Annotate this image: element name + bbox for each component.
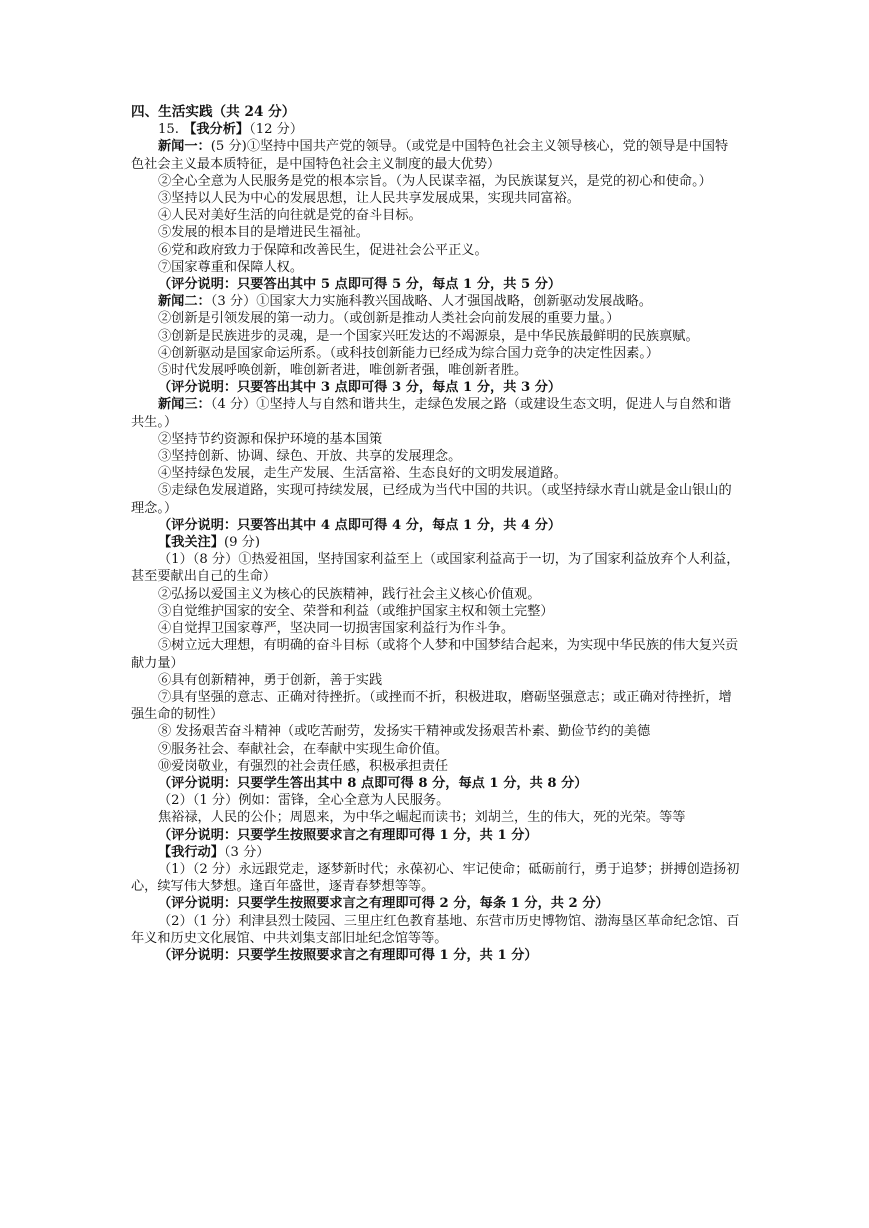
action-part1-scoring-note: （评分说明：只要学生按照要求言之有理即可得 2 分，每条 1 分，共 2 分） [158, 896, 609, 912]
concern-score: (9 分) [223, 535, 260, 551]
news3-score: （4 分） [210, 397, 257, 413]
news3-point-3: ③坚持创新、协调、绿色、开放、共享的发展理念。 [158, 449, 462, 465]
action-part1-label: （1）（2 分） [158, 861, 239, 877]
news3-point-2: ②坚持节约资源和保护环境的基本国策 [158, 431, 383, 447]
news1-point-3: ③坚持以人民为中心的发展思想，让人民共享发展成果，实现共同富裕。 [158, 191, 580, 207]
news1-scoring-note: （评分说明：只要答出其中 5 点即可得 5 分，每点 1 分，共 5 分） [158, 277, 562, 293]
news1-score: (5 分) [210, 139, 247, 155]
concern-part1-point-7: ⑦具有坚强的意志、正确对待挫折。（或挫而不折，积极进取，磨砺坚强意志；或正确对待挫折，增强生命的韧性） [131, 689, 732, 723]
analysis-score: （12 分） [249, 122, 304, 138]
concern-part2-scoring-note: （评分说明：只要学生按照要求言之有理即可得 1 分，共 1 分） [158, 827, 538, 843]
news3-scoring-note: （评分说明：只要答出其中 4 点即可得 4 分，每点 1 分，共 4 分） [158, 517, 562, 533]
concern-part1-scoring-note: （评分说明：只要学生答出其中 8 点即可得 8 分，每点 1 分，共 8 分） [158, 775, 588, 791]
news1-point-5: ⑤发展的根本目的是增进民生福祉。 [158, 225, 369, 241]
news2-label: 新闻二： [158, 294, 211, 310]
news2-point-5: ⑤时代发展呼唤创新，唯创新者进，唯创新者强，唯创新者胜。 [158, 363, 528, 379]
question-number: 15. [158, 122, 179, 138]
action-header [131, 844, 741, 861]
question-15-header [131, 121, 741, 138]
concern-heading: 【我关注】 [158, 535, 224, 551]
concern-part1-point-3: ③自觉维护国家的安全、荣誉和利益（或维护国家主权和领土完整） [158, 603, 554, 619]
action-part2-scoring-note: （评分说明：只要学生按照要求言之有理即可得 1 分，共 1 分） [158, 947, 538, 963]
news2-score: （3 分） [210, 294, 257, 310]
action-score: （3 分） [223, 844, 270, 860]
news3-point-1: 新闻三：（4 分）①坚持人与自然和谐共生，走绿色发展之路（或建设生态文明，促进人与自然和谐共生。） [131, 397, 732, 430]
news3-label: 新闻三： [158, 397, 211, 413]
concern-part2-line-2: 焦裕禄，人民的公仆；周恩来，为中华之崛起而读书；刘胡兰，生的伟大，死的光荣。等等 [158, 810, 686, 826]
action-part2-label: （2）（1 分） [158, 913, 239, 929]
action-heading: 【我行动】 [158, 844, 224, 860]
action-part2-text: （2）（1 分）利津县烈士陵园、三里庄红色教育基地、东营市历史博物馆、渤海垦区革命纪念馆、百年义和历史文化展馆、中共刘集支部旧址纪念馆等等。 [131, 913, 740, 946]
concern-part1-point-2: ②弘扬以爱国主义为核心的民族精神，践行社会主义核心价值观。 [158, 586, 541, 602]
concern-part1-label: （1）（8 分） [158, 552, 239, 568]
answer-key-document [131, 104, 741, 964]
news1-point-1: 新闻一：(5 分)①坚持中国共产党的领导。（或党是中国特色社会主义领导核心，党的领导是中国特色社会主义最本质特征，是中国特色社会主义制度的最大优势） [131, 139, 729, 172]
news2-point-3: ③创新是民族进步的灵魂，是一个国家兴旺发达的不竭源泉，是中华民族最鲜明的民族禀赋。 [158, 328, 699, 344]
concern-part1-point-9: ⑨服务社会、奉献社会，在奉献中实现生命价值。 [158, 741, 449, 757]
concern-part1-point-6: ⑥具有创新精神，勇于创新，善于实践 [158, 672, 383, 688]
news3-point-4: ④坚持绿色发展，走生产发展、生活富裕、生态良好的文明发展道路。 [158, 466, 567, 482]
news1-point-6: ⑥党和政府致力于保障和改善民生，促进社会公平正义。 [158, 242, 488, 258]
section-title: 四、生活实践（共 24 分） [131, 104, 296, 120]
concern-part1-point-4: ④自觉捍卫国家尊严，坚决同一切损害国家利益行为作斗争。 [158, 621, 515, 637]
concern-part1-point-10: ⑩爱岗敬业，有强烈的社会责任感，积极承担责任 [158, 758, 449, 774]
news1-point-2: ②全心全意为人民服务是党的根本宗旨。（为人民谋幸福，为民族谋复兴，是党的初心和使命。） [158, 173, 712, 189]
concern-part1-point-8: ⑧ 发扬艰苦奋斗精神（或吃苦耐劳，发扬实干精神或发扬艰苦朴素、勤俭节约的美德 [158, 724, 651, 740]
news2-point-2: ②创新是引领发展的第一动力。（或创新是推动人类社会向前发展的重要力量。） [158, 311, 620, 327]
concern-part2-label: （2）（1 分） [158, 793, 239, 809]
concern-part2-line-1: （2）（1 分）例如：雷锋，全心全意为人民服务。 [158, 793, 450, 809]
action-part1-text: （1）（2 分）永远跟党走，逐梦新时代；永葆初心、牢记使命；砥砺前行，勇于追梦；拼搏创造扬初心，续写伟大梦想。逢百年盛世，逐青春梦想等等。 [131, 861, 740, 895]
news2-point-1: 新闻二：（3 分）①国家大力实施科教兴国战略、人才强国战略，创新驱动发展战略。 [158, 294, 652, 310]
news1-label: 新闻一： [158, 139, 211, 155]
news2-point-4: ④创新驱动是国家命运所系。（或科技创新能力已经成为综合国力竞争的决定性因素。） [158, 345, 660, 361]
concern-part1-point-1: （1）（8 分）①热爱祖国，坚持国家利益至上（或国家利益高于一切，为了国家利益放弃个人利益，甚至要献出自己的生命） [131, 552, 740, 585]
concern-header [131, 534, 741, 551]
analysis-heading: 【我分析】 [183, 122, 250, 138]
news3-point-5: ⑤走绿色发展道路，实现可持续发展，已经成为当代中国的共识。（或坚持绿水青山就是金山银山的理念。） [131, 483, 732, 516]
news1-point-4: ④人民对美好生活的向往就是党的奋斗目标。 [158, 208, 422, 224]
concern-part1-point-5: ⑤树立远大理想，有明确的奋斗目标（或将个人梦和中国梦结合起来，为实现中华民族的伟大复兴贡献力量） [131, 638, 739, 671]
news2-scoring-note: （评分说明：只要答出其中 3 点即可得 3 分，每点 1 分，共 3 分） [158, 380, 562, 396]
news1-point-7: ⑦国家尊重和保障人权。 [158, 259, 304, 275]
